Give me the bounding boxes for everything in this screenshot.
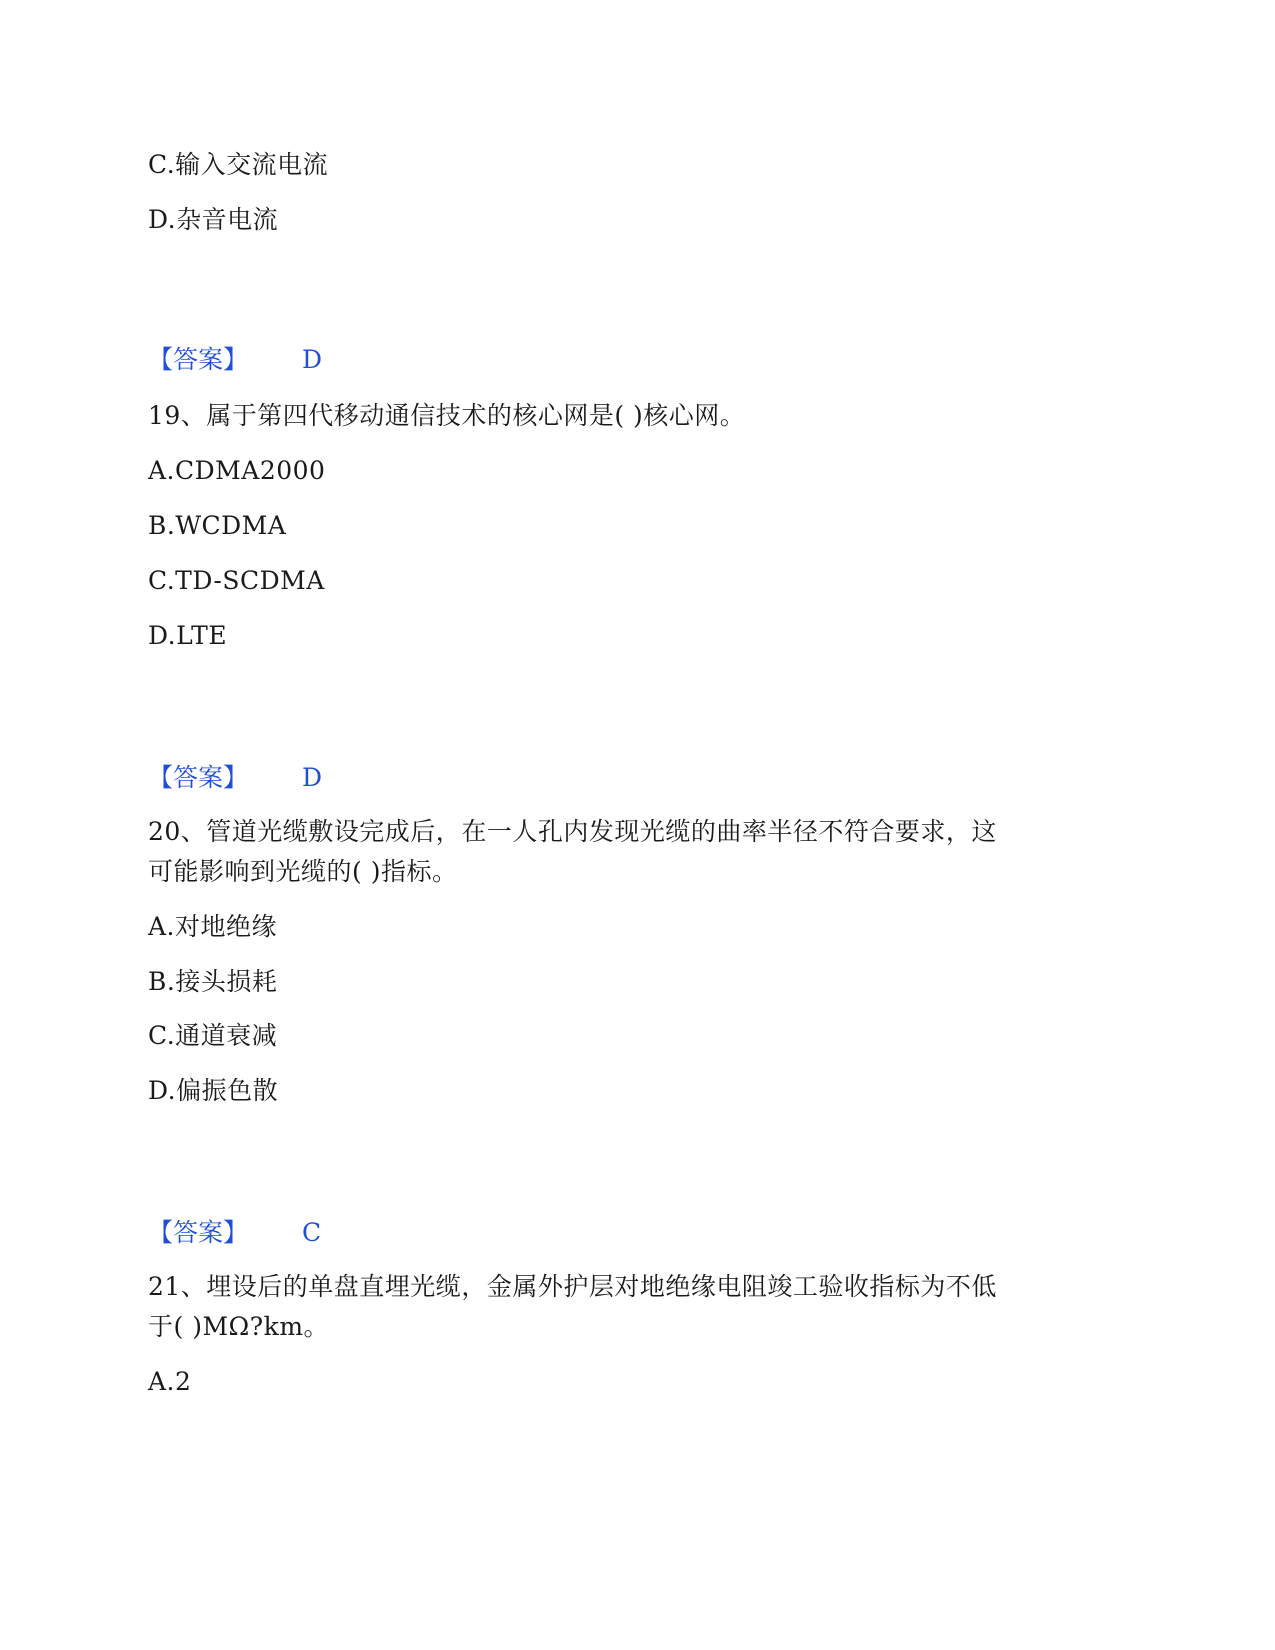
q21-question-line1: 21、埋设后的单盘直埋光缆，金属外护层对地绝缘电阻竣工验收指标为不低 [148, 1272, 997, 1301]
q18-answer [148, 340, 322, 380]
q19-option-b: B.WCDMA [148, 511, 287, 540]
q21-option-a: A.2 [148, 1367, 192, 1396]
answer-label: 【答案】 [148, 1218, 249, 1247]
q18-option-d-text: D.杂音电流 [148, 205, 279, 234]
q19-option-c: C.TD-SCDMA [148, 566, 325, 595]
q20-option-d: D.偏振色散 [148, 1076, 279, 1105]
q20-option-b: B.接头损耗 [148, 967, 278, 996]
q19-question: 19、属于第四代移动通信技术的核心网是( )核心网。 [148, 401, 746, 430]
q19-option-d: D.LTE [148, 621, 228, 650]
q21-question-line2: 于( )MΩ?km。 [148, 1312, 330, 1341]
q20-option-c: C.通道衰减 [148, 1021, 278, 1050]
answer-value: D [302, 763, 323, 792]
answer-label: 【答案】 [148, 345, 249, 374]
q19-answer [148, 758, 322, 798]
q20-question-line2: 可能影响到光缆的( )指标。 [148, 857, 458, 886]
q19-option-a: A.CDMA2000 [148, 456, 326, 485]
q18-option-c-text: C.输入交流电流 [148, 150, 329, 179]
answer-label: 【答案】 [148, 763, 249, 792]
q20-option-a: A.对地绝缘 [148, 912, 278, 941]
answer-value: D [302, 345, 323, 374]
answer-value: C [302, 1218, 322, 1247]
q20-question-line1: 20、管道光缆敷设完成后，在一人孔内发现光缆的曲率半径不符合要求，这 [148, 817, 997, 846]
q20-answer [148, 1213, 321, 1253]
